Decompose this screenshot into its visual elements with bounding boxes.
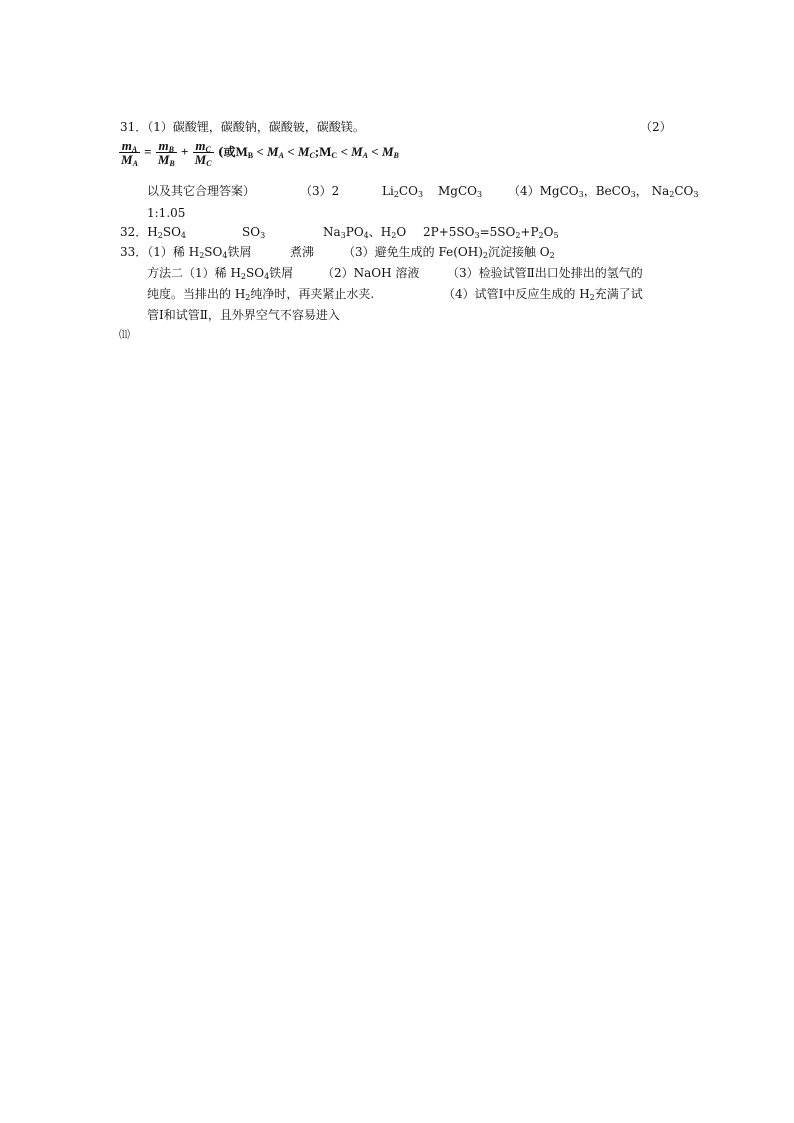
fraction-ma-MA: $\frac{m_A}{M_A}$	[121, 138, 138, 168]
q31-line3-d: MgCO$_3$	[438, 184, 483, 199]
q31-line3-b: （3）2	[300, 184, 340, 198]
q33-line3-c: （4）试管Ⅰ中反应生成的 $H_2$充满了试	[443, 287, 643, 302]
fraction-mb-MB: $\frac{m_B}{M_B}$	[157, 138, 175, 168]
q31-formula: $\frac{m_A}{M_A}$ = $\frac{m_B}{M_B}$ + $\frac{m_C}{M_C}$ (或$M_B < M_A$ < $M_C;M_C < M_A < M_B$	[121, 138, 399, 168]
q31-line3-e: （4）MgCO$_3$，BeCO$_3$， $Na_2CO_3$	[508, 184, 699, 199]
q33-line4: 管Ⅰ和试管Ⅱ，且外界空气不容易进入	[147, 308, 340, 322]
q32-so3: $SO_3$	[242, 225, 266, 240]
q31-line4: 1:1.05	[147, 206, 186, 220]
q32-na3po4: $Na_3PO_4$、$H_2O$	[323, 225, 407, 240]
q31-line3-a: 以及其它合理答案）	[147, 184, 256, 198]
q33-line2-e: （3）检验试管Ⅱ出口处排出的氢气的	[447, 266, 643, 280]
q33-line3-a: 纯度。当排出的 $H_2$纯净时，再夹紧止水夹.	[147, 287, 375, 302]
q31-line3-c: $Li_2CO_3$	[382, 184, 424, 199]
q33-line2-d: （2）NaOH 溶液	[322, 266, 420, 280]
q33-line1-a: 33．（1）稀 $H_2SO_4$铁屑	[120, 245, 252, 260]
q33-line1-e: （3）避免生成的 $Fe(OH)_2$沉淀接触 $O_2$	[343, 245, 555, 260]
q32-h2so4: 32．$H_2SO_4$	[120, 225, 186, 240]
q32-equation: $2P+5SO_3=5SO_2+P_2O_5$	[423, 225, 559, 240]
fraction-mc-MC: $\frac{m_C}{M_C}$	[194, 138, 212, 168]
q33-line1-d: 煮沸	[290, 245, 315, 259]
footnote-marker: ⑾	[119, 328, 130, 341]
q31-part2-label: （2）	[640, 120, 672, 134]
q33-line2-a: 方法二（1）稀 $H_2SO_4$铁屑	[147, 266, 294, 281]
q31-line1: 31．（1）碳酸锂，碳酸钠，碳酸铍，碳酸镁。	[120, 120, 365, 134]
